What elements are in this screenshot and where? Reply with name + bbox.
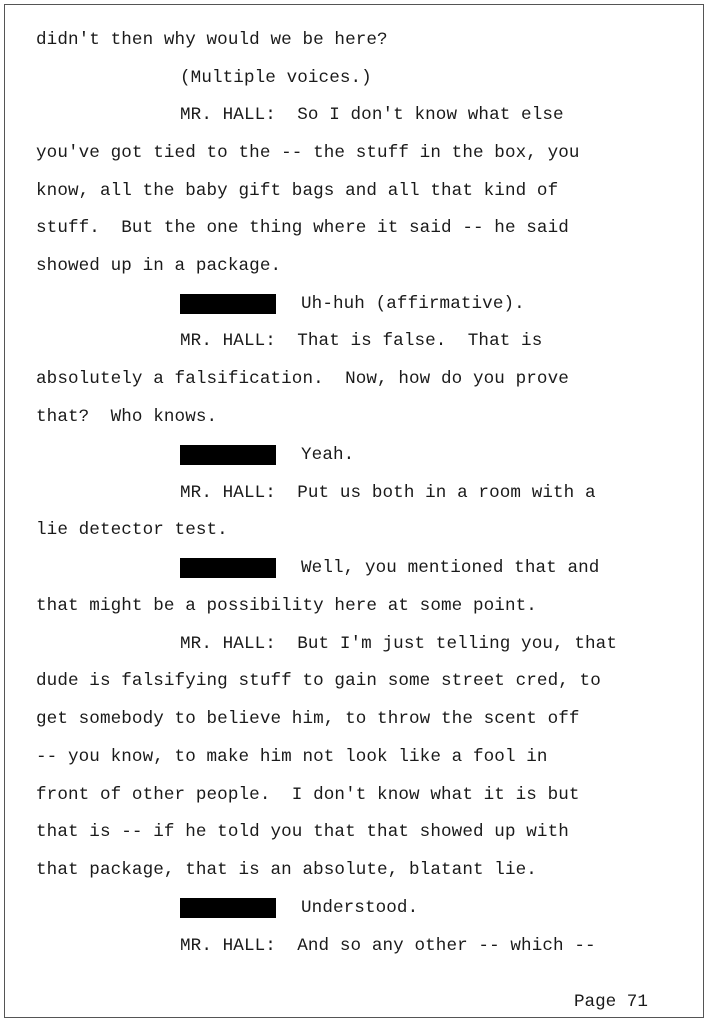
transcript-line: you've got tied to the -- the stuff in the box, you bbox=[36, 143, 580, 163]
transcript-line: that package, that is an absolute, blatant lie. bbox=[36, 860, 537, 880]
redacted-speaker-line bbox=[180, 294, 525, 314]
transcript-line: MR. HALL: That is false. That is bbox=[180, 331, 543, 351]
transcript-line: that is -- if he told you that that showed up with bbox=[36, 822, 569, 842]
redacted-speaker-line bbox=[180, 898, 418, 918]
redaction-bar bbox=[180, 558, 276, 578]
transcript-line: get somebody to believe him, to throw the scent off bbox=[36, 709, 580, 729]
redaction-bar bbox=[180, 294, 276, 314]
transcript-line: lie detector test. bbox=[36, 520, 228, 540]
redacted-speaker-line bbox=[180, 558, 599, 578]
transcript-line: MR. HALL: But I'm just telling you, that bbox=[180, 634, 617, 654]
transcript-line: front of other people. I don't know what it is but bbox=[36, 785, 580, 805]
redacted-speaker-line bbox=[180, 445, 354, 465]
redaction-bar bbox=[180, 445, 276, 465]
transcript-line: (Multiple voices.) bbox=[180, 68, 372, 88]
transcript-line: that? Who knows. bbox=[36, 407, 218, 427]
transcript-line: -- you know, to make him not look like a fool in bbox=[36, 747, 548, 767]
transcript-line: MR. HALL: And so any other -- which -- bbox=[180, 936, 596, 956]
page-number: Page 71 bbox=[574, 992, 648, 1012]
transcript-line-text: Understood. bbox=[301, 898, 419, 918]
transcript-line: MR. HALL: Put us both in a room with a bbox=[180, 483, 596, 503]
redaction-bar bbox=[180, 898, 276, 918]
transcript-page bbox=[4, 4, 704, 1018]
transcript-line: showed up in a package. bbox=[36, 256, 282, 276]
transcript-line-text: Well, you mentioned that and bbox=[301, 558, 600, 578]
transcript-line: know, all the baby gift bags and all that kind of bbox=[36, 181, 559, 201]
transcript-line: didn't then why would we be here? bbox=[36, 30, 388, 50]
transcript-line-text: Yeah. bbox=[301, 445, 355, 465]
transcript-line: MR. HALL: So I don't know what else bbox=[180, 105, 564, 125]
transcript-line-text: Uh-huh (affirmative). bbox=[301, 294, 525, 314]
transcript-line: that might be a possibility here at some point. bbox=[36, 596, 537, 616]
transcript-line: stuff. But the one thing where it said -- he said bbox=[36, 218, 569, 238]
transcript-line: dude is falsifying stuff to gain some street cred, to bbox=[36, 671, 601, 691]
transcript-line: absolutely a falsification. Now, how do you prove bbox=[36, 369, 569, 389]
